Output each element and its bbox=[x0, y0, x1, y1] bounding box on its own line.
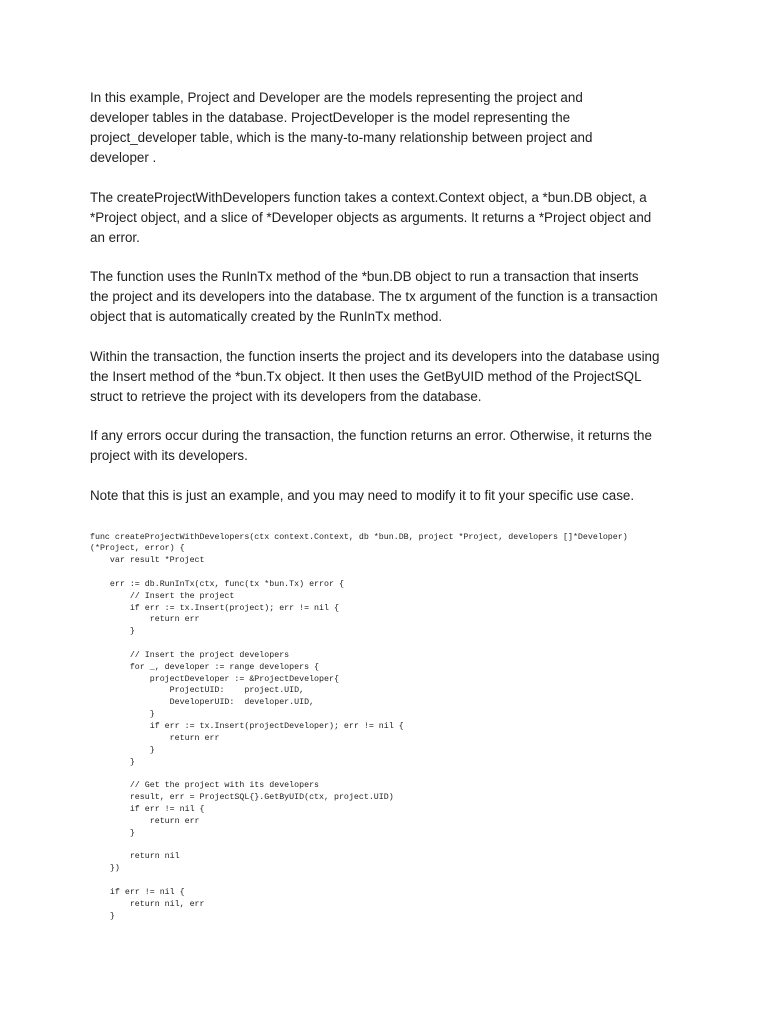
paragraph-runintx: The function uses the RunInTx method of the *bun.DB object to run a transaction that inserts the project and its developers into the database. The tx argument of the function is a transaction object that is automatically created by the RunInTx method. bbox=[90, 269, 658, 324]
paragraph-transaction-steps: Within the transaction, the function inserts the project and its developers into the database using the Insert method of the *bun.Tx object. It then uses the GetByUID method of the ProjectSQL struct to retrieve the project with its developers from the database. bbox=[90, 348, 660, 404]
code-block: func createProjectWithDevelopers(ctx context.Context, db *bun.DB, project *Project, developers []*Developer) (*Project, error) { var result *Project err := db.RunInTx(ctx, func(tx *bun.Tx) error { // Insert the project if err := tx.Insert(project); err != nil { return err } // Insert the project developers for _, developer := range developers { projectDeveloper := &ProjectDeveloper{ ProjectUID: project.UID, DeveloperUID: developer.UID, } if err := tx.Insert(projectDeveloper); err != nil { return err } } // Get the project with its developers result, err = ProjectSQL{}.GetByUID(ctx, project.UID) if err != nil { return err } return nil }) if err != nil { return nil, err } bbox=[90, 532, 628, 921]
paragraph-function-signature: The createProjectWithDevelopers function takes a context.Context object, a *bun.DB object, a *Project object, and a slice of *Developer objects as arguments. It returns a *Project object and an error. bbox=[90, 189, 652, 245]
document-body bbox=[90, 88, 690, 922]
paragraph-errors: If any errors occur during the transaction, the function returns an error. Otherwise, it returns the project with its developers. bbox=[90, 428, 652, 463]
paragraph-models-intro: In this example, Project and Developer are the models representing the project and developer tables in the database. ProjectDeveloper is the model representing the project_developer table, which is the many-to-many relationship between project and developer . bbox=[90, 90, 593, 165]
paragraph-note: Note that this is just an example, and you may need to modify it to fit your specific use case. bbox=[90, 487, 635, 503]
